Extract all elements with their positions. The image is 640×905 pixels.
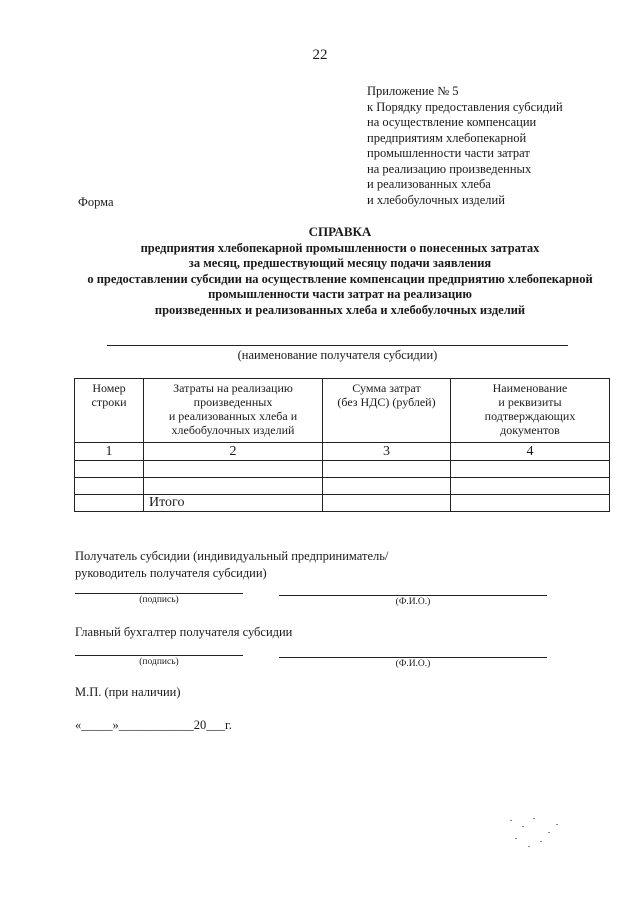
- header-cell-expenses: Затраты на реализацию произведенных и реализованных хлеба и хлебобулочных изделий: [144, 379, 323, 443]
- table-cell[interactable]: [451, 495, 610, 512]
- column-number: 4: [451, 443, 610, 461]
- appendix-block: [367, 84, 563, 208]
- fio-caption: (Ф.И.О.): [395, 659, 431, 669]
- appendix-line: предприятиям хлебопекарной: [367, 130, 527, 145]
- table-cell[interactable]: [451, 461, 610, 478]
- title-line: промышленности части затрат на реализацию: [208, 287, 472, 301]
- appendix-line: на осуществление компенсации: [367, 115, 537, 129]
- appendix-line: и хлебобулочных изделий: [367, 192, 505, 207]
- title-heading: СПРАВКА: [308, 224, 372, 239]
- appendix-line: промышленности части затрат: [367, 146, 530, 160]
- stamp-note: М.П. (при наличии): [75, 685, 181, 699]
- table-cell[interactable]: [451, 478, 610, 495]
- table-cell[interactable]: [323, 478, 451, 495]
- column-number-row: [75, 443, 610, 461]
- table-cell[interactable]: [75, 478, 144, 495]
- appendix-line: к Порядку предоставления субсидий: [367, 99, 563, 114]
- table-cell[interactable]: [75, 461, 144, 478]
- table-cell[interactable]: [323, 461, 451, 478]
- appendix-line: и реализованных хлеба: [367, 177, 491, 191]
- column-number: 2: [144, 443, 323, 461]
- appendix-line: Приложение № 5: [367, 84, 459, 98]
- table-cell[interactable]: [144, 461, 323, 478]
- chief-accountant-label: Главный бухгалтер получателя субсидии: [75, 625, 293, 639]
- recipient-signature-line[interactable]: [75, 593, 243, 594]
- recipient-signatory-label: Получатель субсидии (индивидуальный предприниматель/ руководитель получателя субсидии): [75, 549, 389, 580]
- recipient-fio-line[interactable]: [279, 595, 547, 596]
- header-cell-row-number: Номер строки: [75, 379, 144, 443]
- chief-signature-line[interactable]: [75, 655, 243, 656]
- total-row: [75, 495, 610, 512]
- appendix-line: на реализацию произведенных: [367, 161, 532, 176]
- table-cell[interactable]: [144, 478, 323, 495]
- column-number: 1: [75, 443, 144, 461]
- expenses-table: [74, 378, 610, 512]
- table-header-row: [75, 379, 610, 443]
- fio-caption: (Ф.И.О.): [395, 597, 431, 607]
- header-cell-amount: Сумма затрат (без НДС) (рублей): [323, 379, 451, 443]
- recipient-name-caption: (наименование получателя субсидии): [237, 348, 438, 362]
- page-number: 22: [312, 47, 328, 63]
- title-line: за месяц, предшествующий месяцу подачи заявления: [188, 256, 492, 270]
- header-cell-documents: Наименование и реквизиты подтверждающих документов: [451, 379, 610, 443]
- total-amount-cell[interactable]: [323, 495, 451, 512]
- table-row: [75, 461, 610, 478]
- total-label: Итого: [144, 495, 323, 512]
- chief-fio-line[interactable]: [279, 657, 547, 658]
- signature-caption: (подпись): [139, 657, 179, 667]
- title-line: произведенных и реализованных хлеба и хлебобулочных изделий: [154, 302, 526, 317]
- table-cell[interactable]: [75, 495, 144, 512]
- recipient-name-line[interactable]: [107, 345, 568, 346]
- form-label: Форма: [78, 195, 114, 209]
- column-number: 3: [323, 443, 451, 461]
- title-line: предприятия хлебопекарной промышленности о понесенных затратах: [140, 240, 540, 255]
- document-title: [40, 224, 640, 318]
- table-row: [75, 478, 610, 495]
- date-line[interactable]: «_____»____________20___г.: [75, 718, 232, 732]
- signature-caption: (подпись): [139, 595, 179, 605]
- title-line: о предоставлении субсидии на осуществление компенсации предприятию хлебопекарной: [87, 271, 593, 286]
